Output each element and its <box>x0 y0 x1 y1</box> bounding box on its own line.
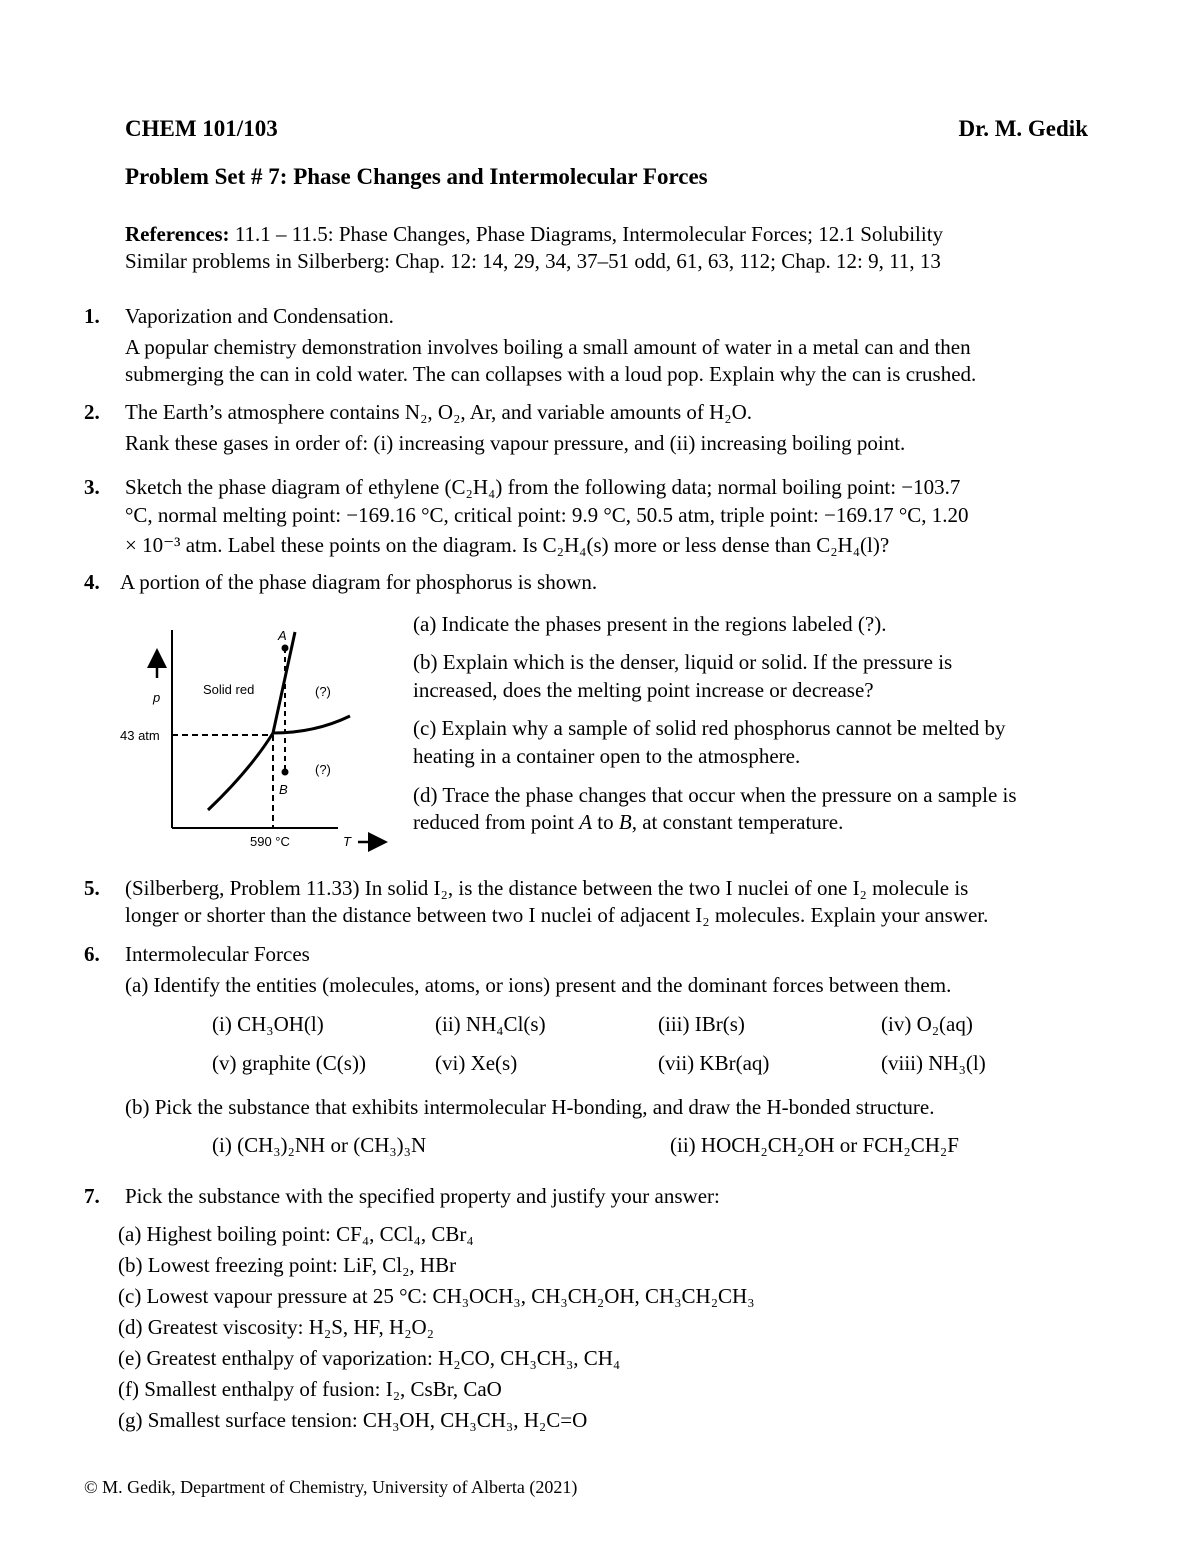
question-1-line-2: submerging the can in cold water. The can collapses with a loud pop. Explain why the can is crushed. <box>125 362 977 386</box>
upper-region-label: (?) <box>315 684 331 699</box>
question-2-line-1: The Earth’s atmosphere contains N₂, O₂, Ar, and variable amounts of H₂O. <box>125 400 753 424</box>
part-d-point-a: A <box>579 810 593 834</box>
point-a-label: A <box>278 628 287 643</box>
question-6-part-a: (a) Identify the entities (molecules, atoms, or ions) present and the dominant forces between them. <box>125 973 952 997</box>
question-1-number: 1. <box>84 304 100 328</box>
question-6-b-item-2: (ii) HOCH₂CH₂OH or FCH₂CH₂F <box>670 1133 959 1157</box>
question-7-item-b: (b) Lowest freezing point: LiF, Cl₂, HBr <box>118 1253 457 1277</box>
question-2-number: 2. <box>84 400 100 424</box>
question-3-line-3: × 10⁻³ atm. Label these points on the diagram. Is C₂H₄(s) more or less dense than C₂H₄(l)? <box>125 533 890 557</box>
question-6-a-item-1: (i) CH₃OH(l) <box>212 1012 324 1036</box>
references-line-2: Similar problems in Silberberg: Chap. 12: 14, 29, 34, 37–51 odd, 61, 63, 112; Chap. 12: 9, 11, 13 <box>125 249 941 273</box>
instructor-name: Dr. M. Gedik <box>958 116 1088 141</box>
question-7-item-a: (a) Highest boiling point: CF₄, CCl₄, CBr₄ <box>118 1222 474 1246</box>
point-b-marker <box>282 769 289 776</box>
temperature-value-label: 590 °C <box>250 834 290 849</box>
part-d-text-end: , at constant temperature. <box>631 810 844 834</box>
question-1-title: Vaporization and Condensation. <box>125 304 394 328</box>
question-7-number: 7. <box>84 1184 100 1208</box>
question-3-line-1: Sketch the phase diagram of ethylene (C₂H₄) from the following data; normal boiling point: −103.7 <box>125 475 961 499</box>
question-3-number: 3. <box>84 475 100 499</box>
references-line-1 <box>125 220 943 248</box>
question-7-item-c: (c) Lowest vapour pressure at 25 °C: CH₃OCH₃, CH₃CH₂OH, CH₃CH₂CH₃ <box>118 1284 755 1308</box>
lower-region-label: (?) <box>315 762 331 777</box>
solid-liquid-boundary-lower <box>208 733 273 810</box>
p-axis-label: p <box>153 690 161 705</box>
question-4-number: 4. <box>84 570 100 594</box>
question-6-b-item-1: (i) (CH₃)₂NH or (CH₃)₃N <box>212 1133 427 1157</box>
part-d-point-b: B <box>618 810 632 834</box>
question-6-a-item-2: (ii) NH₄Cl(s) <box>435 1012 546 1036</box>
footer-copyright: © M. Gedik, Department of Chemistry, University of Alberta (2021) <box>84 1477 578 1497</box>
part-d-text-start: reduced from point <box>413 810 580 834</box>
question-6-a-item-5: (v) graphite (C(s)) <box>212 1051 366 1075</box>
point-a-marker <box>282 645 289 652</box>
question-6-part-b: (b) Pick the substance that exhibits intermolecular H-bonding, and draw the H-bonded structure. <box>125 1095 935 1119</box>
question-4-part-c-line-2: heating in a container open to the atmosphere. <box>413 744 801 768</box>
solid-red-label: Solid red <box>203 682 255 697</box>
question-6-a-item-7: (vii) KBr(aq) <box>658 1051 770 1075</box>
part-d-text-middle: to <box>592 810 619 834</box>
question-6-a-item-3: (iii) IBr(s) <box>658 1012 745 1036</box>
question-7-item-f: (f) Smallest enthalpy of fusion: I₂, CsBr, CaO <box>118 1377 502 1401</box>
question-6-a-item-4: (iv) O₂(aq) <box>881 1012 973 1036</box>
question-7-title: Pick the substance with the specified property and justify your answer: <box>125 1184 720 1208</box>
question-4-part-c-line-1: (c) Explain why a sample of solid red phosphorus cannot be melted by <box>413 716 1006 740</box>
question-2-line-2: Rank these gases in order of: (i) increasing vapour pressure, and (ii) increasing boiling point. <box>125 431 906 455</box>
question-6-title: Intermolecular Forces <box>125 942 310 966</box>
course-code: CHEM 101/103 <box>125 116 278 141</box>
question-7-item-e: (e) Greatest enthalpy of vaporization: H₂CO, CH₃CH₃, CH₄ <box>118 1346 621 1370</box>
question-1-line-1: A popular chemistry demonstration involves boiling a small amount of water in a metal can and then <box>125 335 971 359</box>
references-label: References: <box>125 222 230 246</box>
question-4-part-d-line-1: (d) Trace the phase changes that occur when the pressure on a sample is <box>413 783 1017 807</box>
question-4-part-b-line-2: increased, does the melting point increase or decrease? <box>413 678 874 702</box>
references-text: 11.1 – 11.5: Phase Changes, Phase Diagrams, Intermolecular Forces; 12.1 Solubility <box>229 222 944 246</box>
question-7-item-d: (d) Greatest viscosity: H₂S, HF, H₂O₂ <box>118 1315 435 1339</box>
question-5-line-2: longer or shorter than the distance between two I nuclei of adjacent I₂ molecules. Explain your answer. <box>125 903 989 927</box>
phosphorus-phase-diagram <box>110 620 400 855</box>
question-4-intro: A portion of the phase diagram for phosphorus is shown. <box>120 570 598 594</box>
point-b-label: B <box>279 782 288 797</box>
question-4-part-b-line-1: (b) Explain which is the denser, liquid or solid. If the pressure is <box>413 650 953 674</box>
question-4-part-a: (a) Indicate the phases present in the regions labeled (?). <box>413 612 887 636</box>
question-5-line-1: (Silberberg, Problem 11.33) In solid I₂, is the distance between the two I nuclei of one I₂ molecule is <box>125 876 969 900</box>
page-title: Problem Set # 7: Phase Changes and Intermolecular Forces <box>125 164 708 189</box>
question-6-a-item-8: (viii) NH₃(l) <box>881 1051 986 1075</box>
question-7-item-g: (g) Smallest surface tension: CH₃OH, CH₃CH₃, H₂C=O <box>118 1408 588 1432</box>
t-axis-label: T <box>343 834 351 849</box>
pressure-value-label: 43 atm <box>120 728 160 743</box>
question-5-number: 5. <box>84 876 100 900</box>
question-6-number: 6. <box>84 942 100 966</box>
question-4-part-d-line-2 <box>413 808 843 836</box>
question-3-line-2: °C, normal melting point: −169.16 °C, critical point: 9.9 °C, 50.5 atm, triple point: −169.17 °C, 1.20 <box>125 503 969 527</box>
question-6-a-item-6: (vi) Xe(s) <box>435 1051 518 1075</box>
